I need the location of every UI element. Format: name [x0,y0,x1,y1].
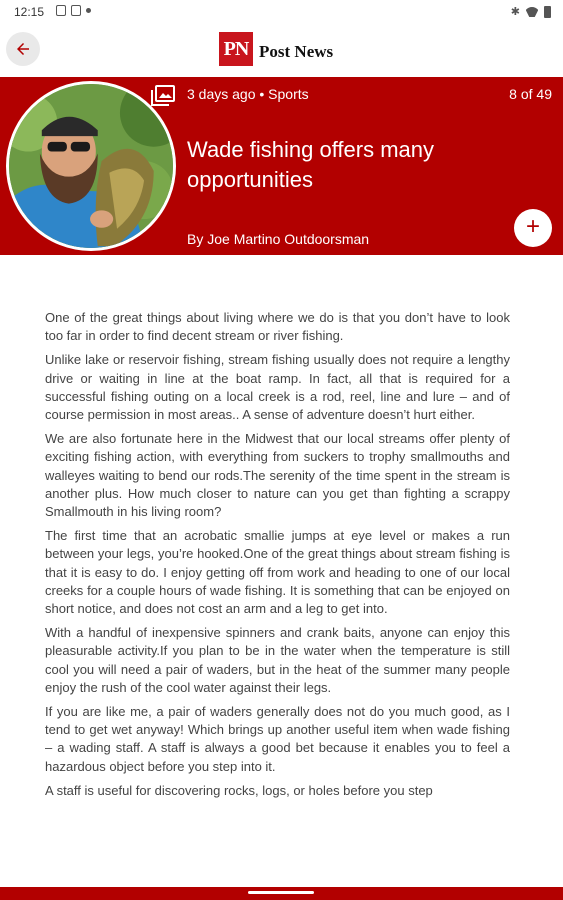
article-paragraph: We are also fortunate here in the Midwest that our local streams offer plenty of exciting fishing action, with everything from suckers to trophy smallmouths and walleyes waiting to bend our rods.The serenity of the time spent in the stream is another plus. How much closer to nature can you get than fighting a scrappy Smallmouth in his living room? [45,431,510,520]
battery-icon [544,6,551,18]
bluetooth-icon: ✱ [510,6,520,18]
system-icons [511,5,551,18]
app-bar [0,24,563,76]
wifi-icon [526,7,538,17]
photo-gallery-icon [151,85,175,107]
author-photo-illustration [9,84,173,248]
home-indicator[interactable] [248,891,314,894]
article-meta: 3 days ago • Sports [187,86,309,102]
arrow-left-icon [14,40,32,58]
article-body [45,309,510,887]
bottom-bar [0,887,563,900]
logo-mark: PN [219,32,253,66]
article-header [0,77,563,255]
dot-notification-icon [86,8,91,13]
plus-icon: + [525,213,540,240]
article-paragraph: A staff is useful for discovering rocks, logs, or holes before you step [45,782,433,798]
media-notification-icon [71,5,81,16]
notification-icons [56,5,91,16]
gallery-icon[interactable] [150,85,176,107]
article-paragraph: With a handful of inexpensive spinners and crank baits, anyone can enjoy this pleasurable activity.If you plan to be in the water when the temperature is still cool you will need a pair of waders, but in the heat of the summer many people enjoy the rush of the cool water against their legs. [45,625,510,695]
logo-text: Post News [259,42,334,61]
status-bar [0,0,563,24]
back-button[interactable] [6,32,40,66]
status-time: 12:15 [14,5,45,19]
add-button[interactable] [514,209,552,247]
article-paragraph: If you are like me, a pair of waders generally does not do you much good, as I tend to get wet anyway! Which brings up another useful item when wade fishing – a wading staff. A staff is always a good bet because it enables you to feel a hazardous object before you step into it. [45,704,510,774]
article-paragraph: One of the great things about living where we do is that you don’t have to look too far in order to find decent stream or river fishing. [45,310,510,344]
app-logo [219,32,333,66]
article-byline: By Joe Martino Outdoorsman [187,231,370,247]
article-paragraph: The first time that an acrobatic smallie jumps at eye level or makes a run between your legs, you’re hooked.One of the great things about stream fishing is that it is easy to do. I enjoy getting off from work and heading to one of our local creeks for a couple hours of wade fishing. It is something that can be enjoyed on short notice, and does not cost an arm and a leg to get into. [45,528,510,617]
message-notification-icon [56,5,66,16]
article-title: Wade fishing offers many opportunities [187,137,435,192]
article-position: 8 of 49 [509,86,552,102]
article-paragraph: Unlike lake or reservoir fishing, stream fishing usually does not require a lengthy drive or waiting in line at the boat ramp. In fact, all that is required for a successful fishing outing on a local creek is a rod, reel, line and lure – and of course permission in most areas.. A sense of adventure doesn’t hurt either. [45,352,510,423]
